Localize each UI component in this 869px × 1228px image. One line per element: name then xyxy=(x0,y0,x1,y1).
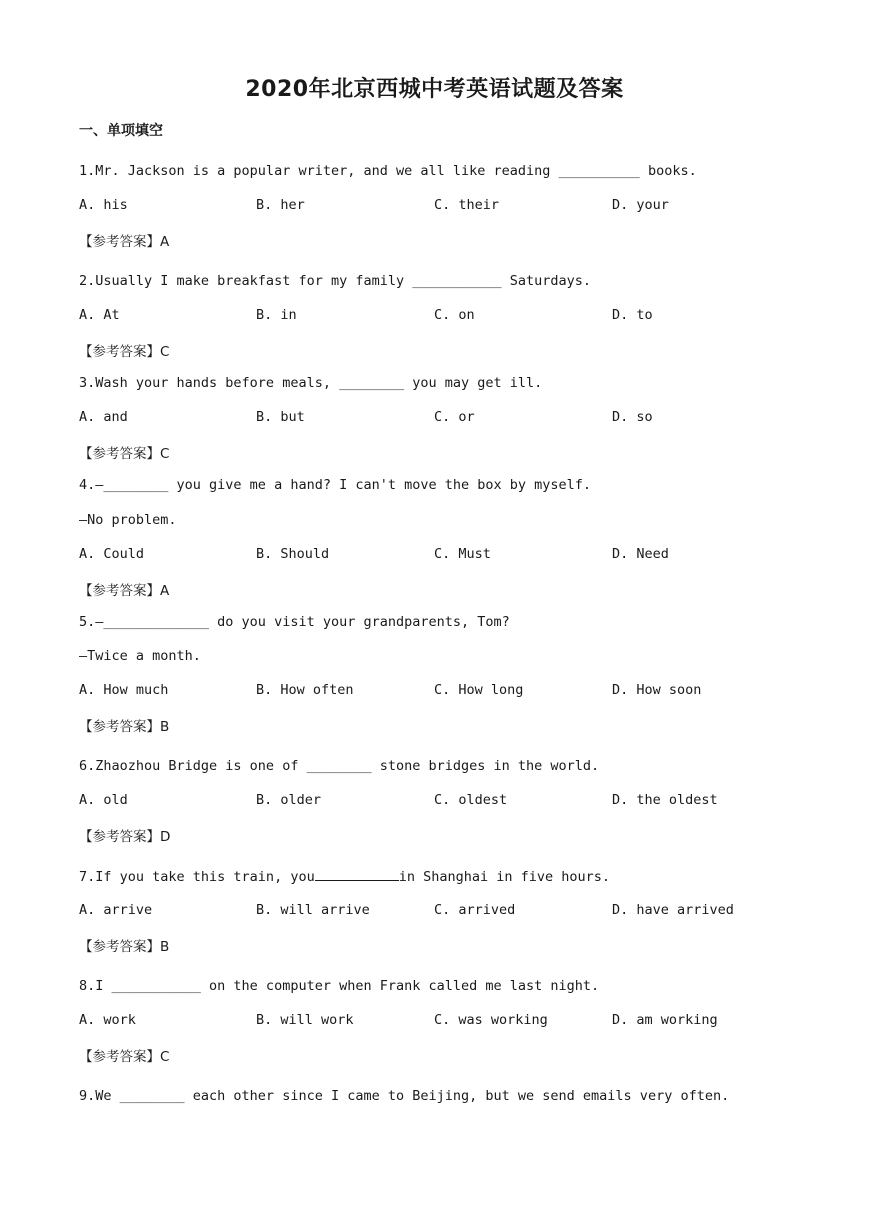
q5-option-d: D. How soon xyxy=(612,682,702,698)
question-5: 5.—_____________ do you visit your grandparents, Tom? xyxy=(79,614,510,630)
q7-answer: 【参考答案】B xyxy=(79,939,170,955)
q4-answer: 【参考答案】A xyxy=(79,583,170,599)
q8-option-c: C. was working xyxy=(434,1012,548,1028)
q7-option-b: B. will arrive xyxy=(256,902,370,918)
q3-option-d: D. so xyxy=(612,409,653,425)
q7-option-c: C. arrived xyxy=(434,902,516,918)
q3-option-a: A. and xyxy=(79,409,128,425)
q6-option-d: D. the oldest xyxy=(612,792,718,808)
q2-option-c: C. on xyxy=(434,307,475,323)
q3-answer: 【参考答案】C xyxy=(79,446,170,462)
question-4-reply: —No problem. xyxy=(79,512,177,528)
q5-answer: 【参考答案】B xyxy=(79,719,170,735)
q4-option-c: C. Must xyxy=(434,546,491,562)
q2-answer: 【参考答案】C xyxy=(79,344,170,360)
q5-option-c: C. How long xyxy=(434,682,524,698)
question-7-text-end: in Shanghai in five hours. xyxy=(398,869,611,885)
answer-blank xyxy=(315,868,399,881)
q2-option-a: A. At xyxy=(79,307,120,323)
q1-option-d: D. your xyxy=(612,197,669,213)
q4-option-d: D. Need xyxy=(612,546,669,562)
question-4: 4.—________ you give me a hand? I can't move the box by myself. xyxy=(79,477,592,493)
q6-option-c: C. oldest xyxy=(434,792,508,808)
question-7 xyxy=(79,868,610,885)
q6-answer: 【参考答案】D xyxy=(79,829,171,845)
q7-option-a: A. arrive xyxy=(79,902,153,918)
section-heading: 一、单项填空 xyxy=(79,123,163,139)
q3-option-c: C. or xyxy=(434,409,475,425)
q6-option-b: B. older xyxy=(256,792,322,808)
q1-option-a: A. his xyxy=(79,197,128,213)
question-5-reply: —Twice a month. xyxy=(79,648,201,664)
question-7-text-start: 7.If you take this train, you xyxy=(79,869,315,885)
question-3: 3.Wash your hands before meals, ________ you may get ill. xyxy=(79,375,543,391)
q4-option-b: B. Should xyxy=(256,546,330,562)
q3-option-b: B. but xyxy=(256,409,305,425)
q8-option-d: D. am working xyxy=(612,1012,718,1028)
question-2: 2.Usually I make breakfast for my family ___________ Saturdays. xyxy=(79,273,592,289)
q8-option-a: A. work xyxy=(79,1012,136,1028)
q8-answer: 【参考答案】C xyxy=(79,1049,170,1065)
q6-option-a: A. old xyxy=(79,792,128,808)
q1-answer: 【参考答案】A xyxy=(79,234,170,250)
question-6: 6.Zhaozhou Bridge is one of ________ stone bridges in the world. xyxy=(79,758,600,774)
question-9: 9.We ________ each other since I came to Beijing, but we send emails very often. xyxy=(79,1088,730,1104)
q2-option-d: D. to xyxy=(612,307,653,323)
q5-option-a: A. How much xyxy=(79,682,169,698)
q1-option-c: C. their xyxy=(434,197,500,213)
q4-option-a: A. Could xyxy=(79,546,145,562)
question-8: 8.I ___________ on the computer when Frank called me last night. xyxy=(79,978,600,994)
q8-option-b: B. will work xyxy=(256,1012,354,1028)
q1-option-b: B. her xyxy=(256,197,305,213)
q7-option-d: D. have arrived xyxy=(612,902,734,918)
q5-option-b: B. How often xyxy=(256,682,354,698)
page-title: 2020年北京西城中考英语试题及答案 xyxy=(245,77,624,102)
question-1: 1.Mr. Jackson is a popular writer, and we all like reading __________ books. xyxy=(79,163,697,179)
q2-option-b: B. in xyxy=(256,307,297,323)
